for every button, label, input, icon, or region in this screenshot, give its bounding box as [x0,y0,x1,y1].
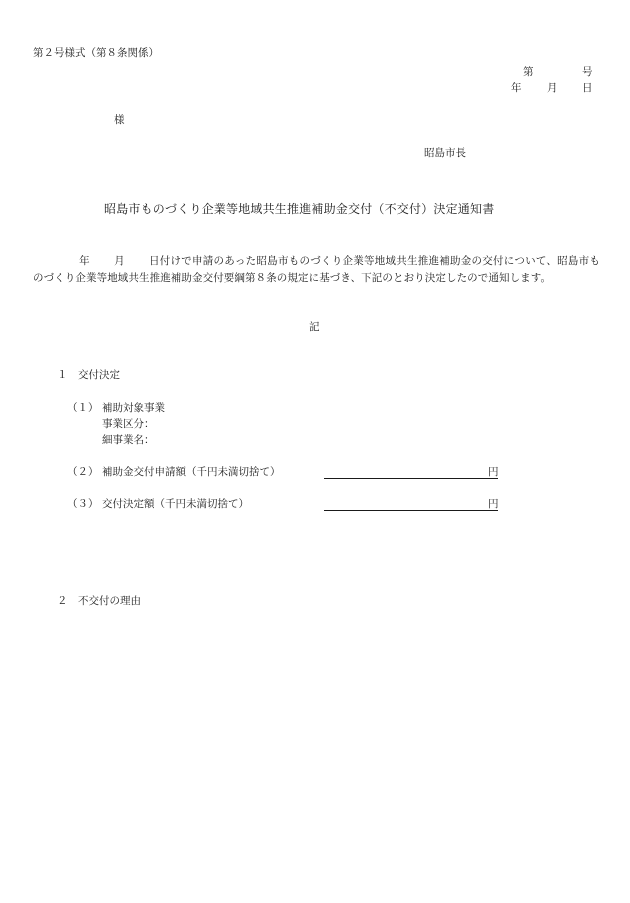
body-text: 日付けで申請のあった昭島市ものづくり企業等地域共生推進補助金の交付について、昭島市ものづくり企業等地域共生推進補助金交付要綱第８条の規定に基づき、下記のとおり決定したので通知します。 [33,255,600,284]
form-label: 第２号様式（第８条関係） [33,47,159,59]
item1-business-category: 事業区分： [102,418,155,430]
item3-label: 交付決定額（千円未満切捨て） [102,498,249,510]
item1-number: （１） [67,402,99,414]
item2-number: （２） [67,466,99,478]
issuer-name: 昭島市長 [424,147,466,159]
section2-heading: ２ 不交付の理由 [57,595,141,607]
doc-number-prefix: 第 [523,66,534,78]
doc-number-suffix: 号 [582,66,593,78]
body-year: 年 [79,255,90,267]
section1-heading: １ 交付決定 [57,369,120,381]
item2-unit: 円 [488,466,499,478]
ki-marker: 記 [309,321,320,333]
document-title: 昭島市ものづくり企業等地域共生推進補助金交付（不交付）決定通知書 [104,202,495,216]
item3-number: （３） [67,498,99,510]
item1-label: 補助対象事業 [102,402,165,414]
body-month: 月 [113,255,125,267]
date-month: 月 [547,82,558,94]
item3-unit: 円 [488,498,499,510]
date-day: 日 [582,82,593,94]
item2-amount-underline [324,478,498,479]
item1-detail-name: 細事業名： [102,434,155,446]
addressee-honorific: 様 [114,114,125,126]
item3-amount-underline [324,510,498,511]
item2-label: 補助金交付申請額（千円未満切捨て） [102,466,281,478]
date-year: 年 [511,82,522,94]
body-paragraph [33,253,600,287]
